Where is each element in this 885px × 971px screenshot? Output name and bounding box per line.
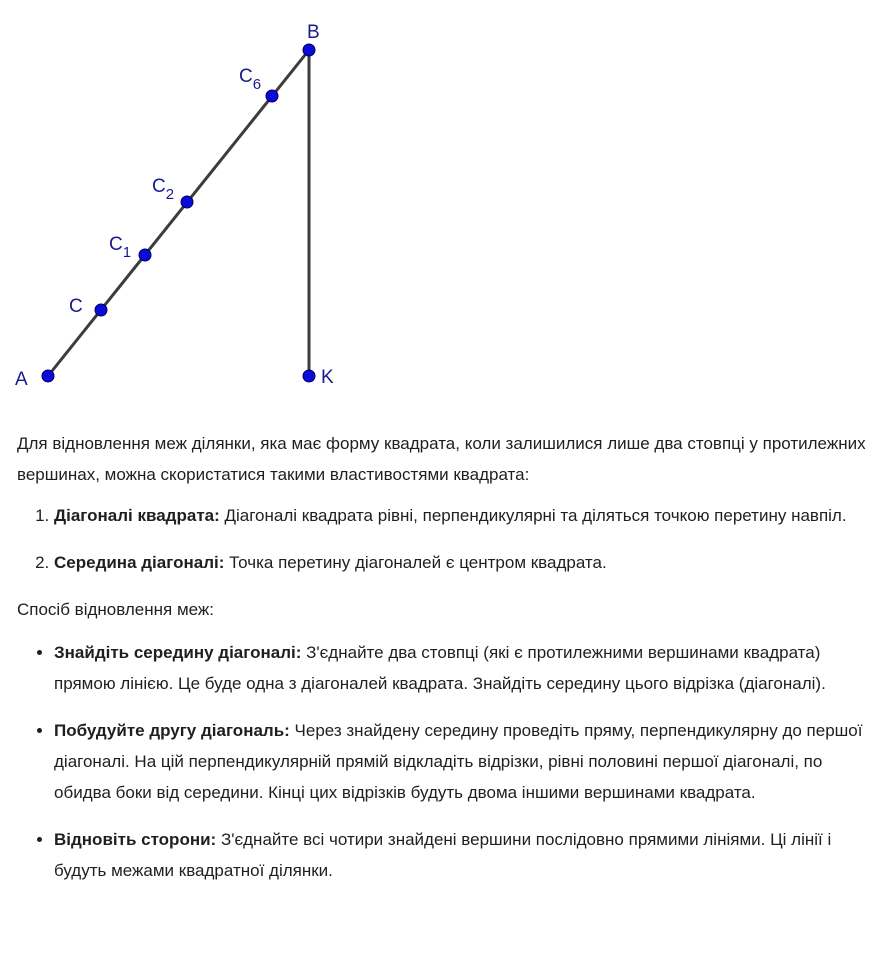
answer-text (17, 428, 872, 902)
properties-list (17, 500, 872, 578)
steps-list (17, 637, 872, 886)
step-title: Побудуйте другу діагональ: (54, 721, 290, 740)
step-item (54, 715, 872, 808)
point-C6 (266, 90, 278, 102)
property-text: Діагоналі квадрата рівні, перпендикулярні та діляться точкою перетину навпіл. (219, 506, 847, 525)
point-A (42, 370, 54, 382)
step-text: З'єднайте всі чотири знайдені вершини послідовно прямими лініями. Ці лінії і будуть межами квадратної ділянки. (54, 830, 832, 880)
point-B (303, 44, 315, 56)
property-title: Середина діагоналі: (54, 553, 225, 572)
step-item (54, 824, 872, 886)
label-C: C (69, 296, 83, 317)
label-A: A (15, 369, 28, 390)
label-B: B (307, 22, 320, 43)
property-title: Діагоналі квадрата: (54, 506, 220, 525)
label-C6: $C_6$ (239, 66, 262, 93)
property-item (54, 547, 872, 578)
step-title: Відновіть сторони: (54, 830, 217, 849)
step-text: Через знайдену середину проведіть пряму, перпендикулярну до першої діагоналі. На цій перпендикулярній прямій відкладіть відрізки, рівні половині першої діагоналі, по обидва боки від середини. Кінці цих відрізків будуть двома іншими вершинами квадрата. (54, 721, 863, 802)
label-K: K (321, 367, 334, 388)
point-C1 (139, 249, 151, 261)
label-C2: $C_2$ (152, 176, 175, 203)
step-item (54, 637, 872, 699)
intro-paragraph: Для відновлення меж ділянки, яка має форму квадрата, коли залишилися лише два стовпці у протилежних вершинах, можна скористатися такими властивостями квадрата: (17, 434, 866, 484)
property-item (54, 500, 872, 531)
step-title: Знайдіть середину діагоналі: (54, 643, 302, 662)
label-C1: $C_1$ (109, 234, 132, 261)
step-text: З'єднайте два стовпці (які є протилежними вершинами квадрата) прямою лінією. Це буде одна з діагоналей квадрата. Знайдіть середину цього відрізка (діагоналі). (54, 643, 826, 693)
point-C (95, 304, 107, 316)
point-K (303, 370, 315, 382)
method-heading: Спосіб відновлення меж: (17, 600, 215, 619)
geometry-figure (0, 0, 885, 410)
property-text: Точка перетину діагоналей є центром квадрата. (224, 553, 607, 572)
point-C2 (181, 196, 193, 208)
